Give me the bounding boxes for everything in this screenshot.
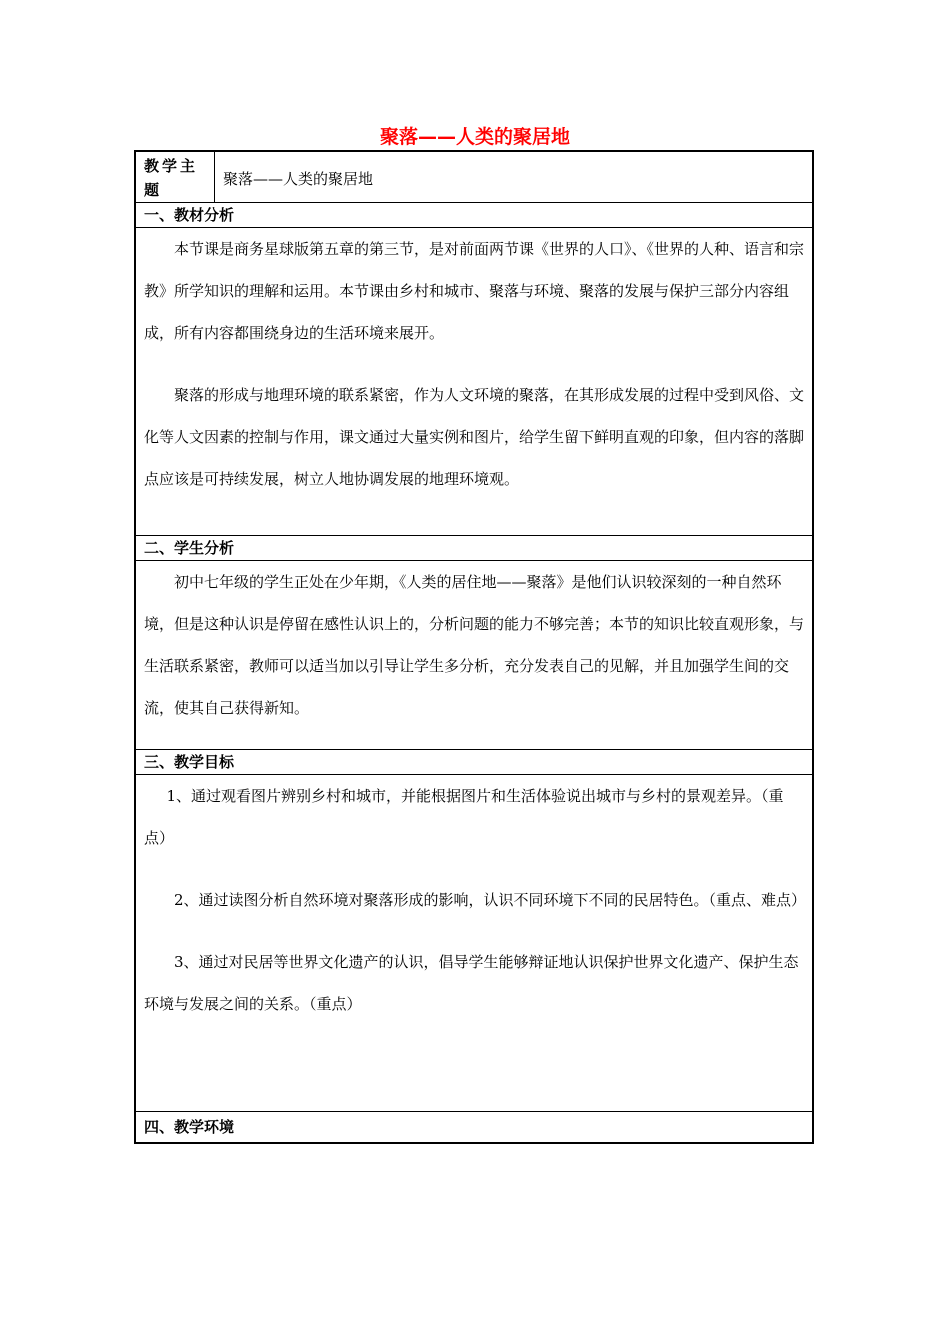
section-content-teaching-objectives: [135, 775, 813, 1112]
section-content-student-analysis: [135, 561, 813, 750]
section-heading-row: [135, 750, 813, 775]
section-content-row: [135, 775, 813, 1112]
section-heading-row: [135, 1112, 813, 1144]
paragraph: 初中七年级的学生正处在少年期，《人类的居住地——聚落》是他们认识较深刻的一种自然环境，但是这种认识是停留在感性认识上的，分析问题的能力不够完善；本节的知识比较直观形象，与生活联系紧密，教师可以适当加以引导让学生多分析，充分发表自己的见解，并且加强学生间的交流，使其自己获得新知。: [144, 573, 805, 717]
section-heading-row: [135, 536, 813, 561]
lesson-plan-table: [134, 150, 814, 1144]
section-heading-teaching-objectives: 三、教学目标: [135, 750, 813, 775]
document-title: 聚落——人类的聚居地: [379, 126, 570, 148]
section-content-row: [135, 228, 813, 536]
section-content-textbook-analysis: [135, 228, 813, 536]
paragraph: 聚落的形成与地理环境的联系紧密，作为人文环境的聚落，在其形成发展的过程中受到风俗、文化等人文因素的控制与作用，课文通过大量实例和图片，给学生留下鲜明直观的印象，但内容的落脚点应该是可持续发展，树立人地协调发展的地理环境观。: [144, 386, 805, 488]
section-heading-row: [135, 203, 813, 228]
objective-item: 2、通过读图分析自然环境对聚落形成的影响，认识不同环境下不同的民居特色。（重点、难点）: [174, 891, 807, 909]
section-heading-student-analysis: 二、学生分析: [135, 536, 813, 561]
topic-label: 教学主题: [135, 151, 215, 203]
objective-item: 3、通过对民居等世界文化遗产的认识，倡导学生能够辩证地认识保护世界文化遗产、保护生态环境与发展之间的关系。（重点）: [144, 953, 799, 1013]
section-heading-teaching-environment: 四、教学环境: [135, 1112, 813, 1144]
section-content-row: [135, 561, 813, 750]
topic-value: 聚落——人类的聚居地: [215, 151, 814, 203]
paragraph: 本节课是商务星球版第五章的第三节，是对前面两节课《世界的人口》、《世界的人种、语言和宗教》所学知识的理解和运用。本节课由乡村和城市、聚落与环境、聚落的发展与保护三部分内容组成，所有内容都围绕身边的生活环境来展开。: [144, 240, 805, 342]
objective-item: 1、通过观看图片辨别乡村和城市，并能根据图片和生活体验说出城市与乡村的景观差异。（重点）: [144, 787, 784, 847]
section-heading-textbook-analysis: 一、教材分析: [135, 203, 813, 228]
topic-row: [135, 151, 813, 203]
